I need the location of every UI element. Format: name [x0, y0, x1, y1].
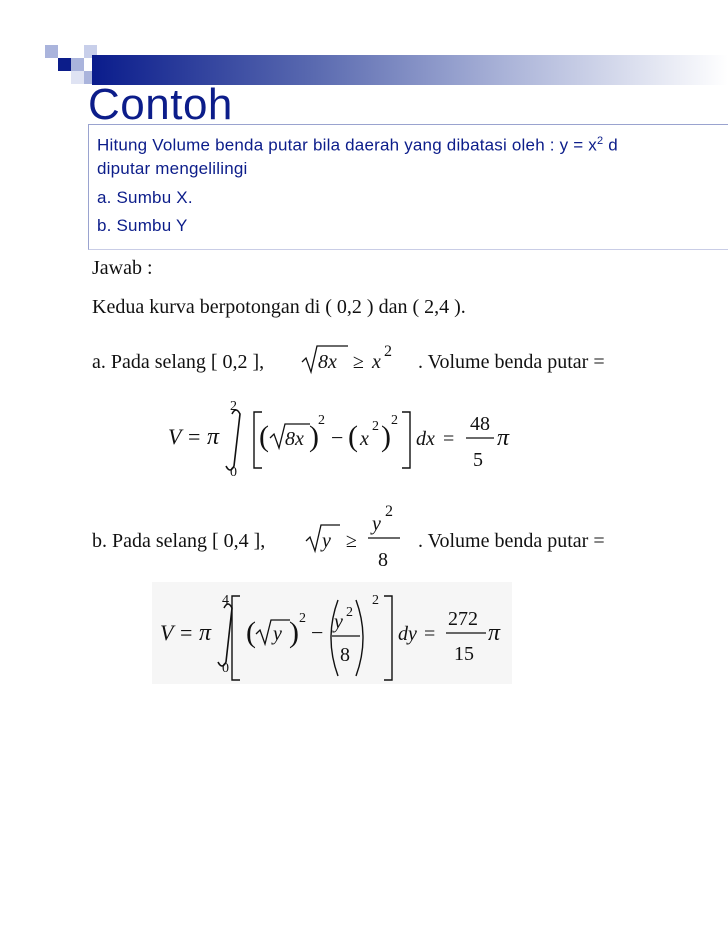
svg-text:8: 8	[340, 644, 350, 666]
part-a-integral	[168, 399, 510, 480]
svg-text:π: π	[199, 620, 212, 646]
svg-text:=: =	[188, 424, 201, 449]
part-b-prefix: b. Pada selang [ 0,4 ],	[92, 530, 266, 552]
svg-text:8x: 8x	[285, 428, 304, 450]
part-a-result-numerator: 48	[470, 413, 490, 435]
svg-text:2: 2	[346, 605, 353, 620]
part-a-result-denominator: 5	[473, 449, 483, 471]
svg-text:≥: ≥	[346, 530, 357, 552]
svg-text:2: 2	[299, 611, 306, 626]
part-a-lower-limit: 0	[230, 465, 237, 480]
svg-text:=: =	[443, 428, 455, 450]
part-b-result-numerator: 272	[448, 608, 478, 630]
question-line-1: Hitung Volume benda putar bila daerah yang dibatasi oleh : $y = x^2$ d	[97, 135, 618, 155]
part-b-lower-limit: 0	[222, 661, 229, 676]
svg-text:−: −	[311, 620, 324, 645]
svg-text:2: 2	[384, 343, 392, 360]
svg-text:π: π	[497, 425, 510, 451]
question-line-2: diputar mengelilingi	[97, 159, 248, 178]
svg-text:y: y	[273, 623, 282, 645]
svg-text:=: =	[180, 620, 193, 645]
svg-text:π: π	[207, 424, 220, 450]
slide-title: Contoh	[88, 80, 233, 129]
svg-text:y: y	[322, 530, 331, 552]
part-a-condition	[302, 343, 392, 373]
svg-text:2: 2	[372, 419, 379, 434]
part-b-suffix: . Volume benda putar =	[418, 530, 605, 552]
svg-text:dy: dy	[398, 623, 417, 645]
svg-text:(: (	[259, 420, 269, 453]
svg-text:dx: dx	[416, 428, 435, 450]
svg-text:(: (	[348, 420, 358, 453]
svg-text:=: =	[424, 623, 436, 645]
svg-text:−: −	[331, 425, 344, 450]
svg-text:x: x	[372, 351, 381, 373]
svg-text:): )	[309, 420, 319, 453]
question-line-3: a. Sumbu X.	[97, 188, 193, 207]
svg-text:2: 2	[385, 503, 393, 520]
answer-intersection: Kedua kurva berpotongan di ( 0,2 ) dan ( 2,4 ).	[92, 296, 466, 318]
part-b-upper-limit: 4	[222, 593, 229, 608]
part-b-condition	[306, 503, 400, 571]
svg-text:): )	[381, 420, 391, 453]
svg-text:8: 8	[378, 549, 388, 571]
svg-text:y: y	[372, 513, 381, 535]
svg-text:): )	[289, 616, 299, 649]
answer-heading: Jawab :	[92, 257, 153, 279]
svg-text:V: V	[168, 424, 182, 449]
part-a-upper-limit: 2	[230, 399, 237, 414]
svg-text:π: π	[488, 620, 501, 646]
svg-text:2: 2	[391, 413, 398, 428]
svg-text:2: 2	[372, 593, 379, 608]
svg-text:2: 2	[318, 413, 325, 428]
svg-text:V: V	[160, 620, 174, 645]
svg-text:(: (	[246, 616, 256, 649]
svg-text:x: x	[360, 428, 369, 450]
question-line-4: b. Sumbu Y	[97, 216, 188, 235]
svg-text:≥: ≥	[353, 351, 364, 373]
svg-text:8x: 8x	[318, 351, 337, 373]
part-a-prefix: a. Pada selang [ 0,2 ],	[92, 351, 265, 373]
svg-text:y: y	[334, 611, 343, 633]
part-a-suffix: . Volume benda putar =	[418, 351, 605, 373]
part-b-result-denominator: 15	[454, 643, 474, 665]
